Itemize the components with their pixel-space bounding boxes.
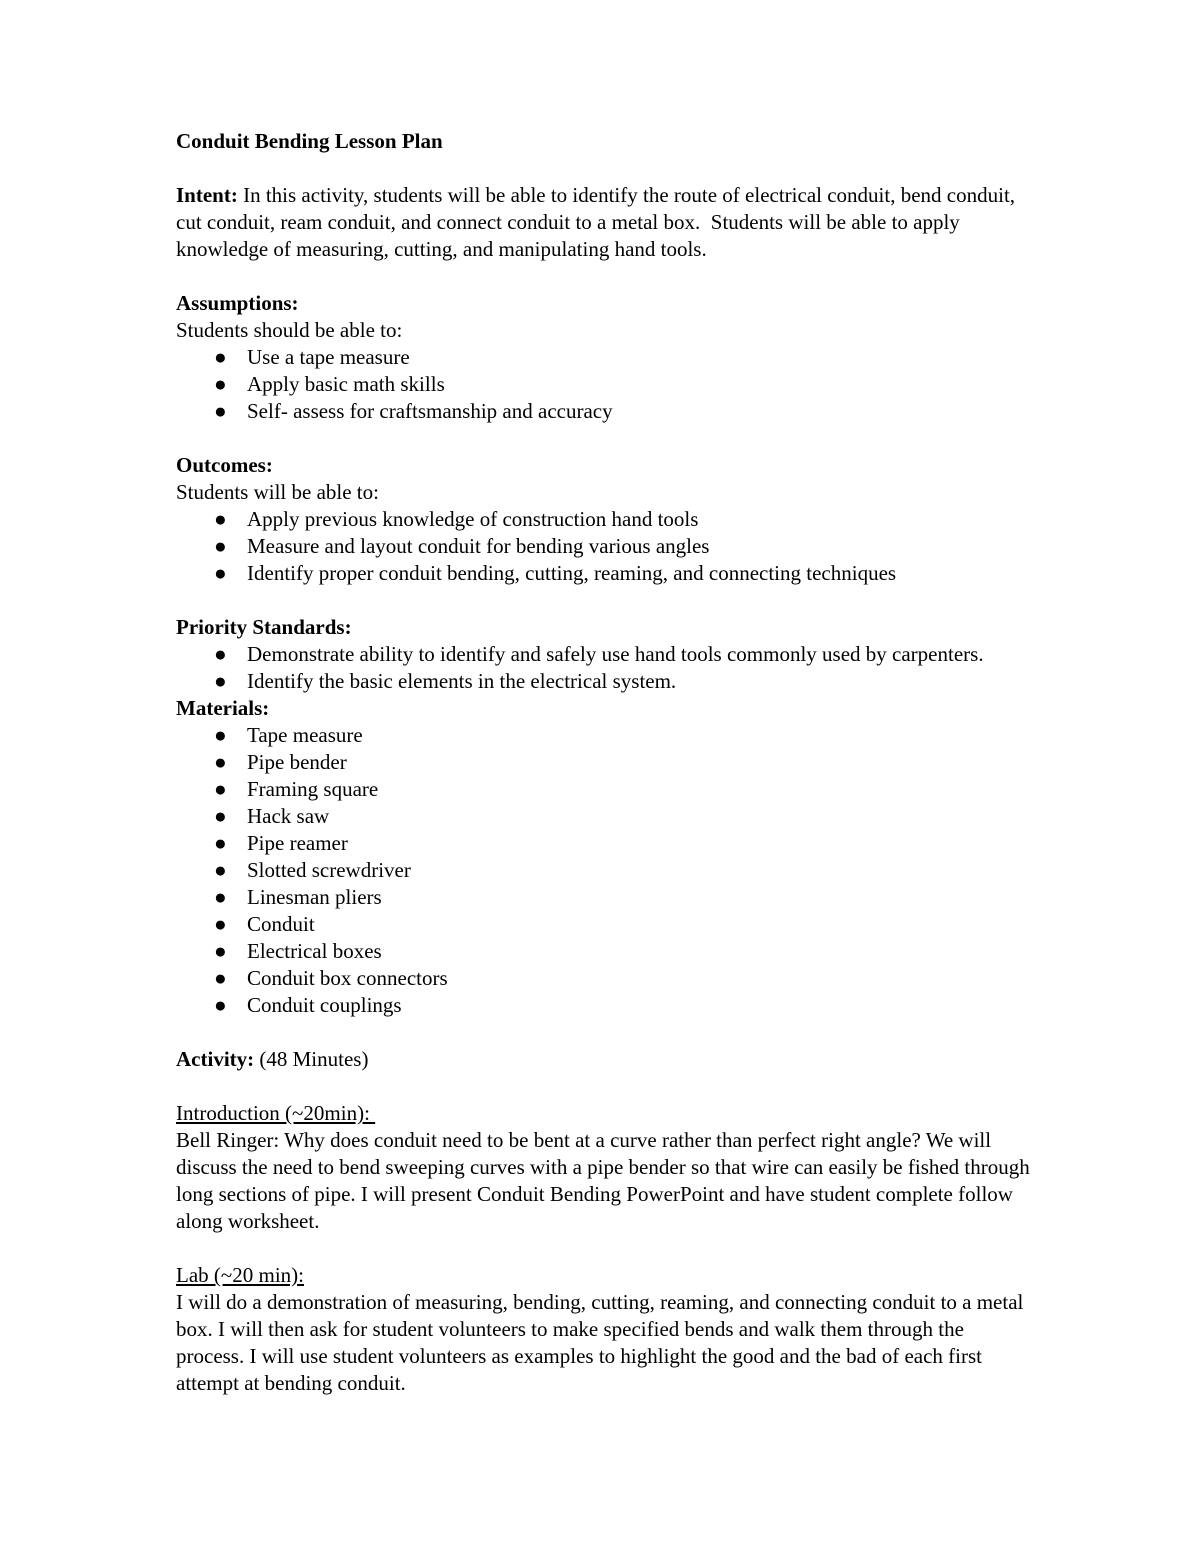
assumptions-lead: Students should be able to: — [176, 318, 403, 342]
priority-standards-list — [176, 641, 1036, 695]
introduction-heading: Introduction (~20min): — [176, 1101, 376, 1125]
intent-paragraph — [176, 182, 1036, 263]
list-item — [176, 560, 1036, 587]
list-item-text: Identify proper conduit bending, cutting, reaming, and connecting techniques — [247, 561, 897, 585]
list-item — [176, 722, 1036, 749]
intent-text: In this activity, students will be able to identify the route of electrical conduit, bend conduit, cut conduit, ream conduit, and connect conduit to a metal box. Students will be able to apply knowledge of measuring, cutting, and manipulating hand tools. — [176, 183, 1021, 261]
outcomes-lead: Students will be able to: — [176, 480, 379, 504]
spacer — [176, 263, 1036, 290]
bullet-icon: ● — [214, 966, 227, 990]
list-item — [176, 398, 1036, 425]
bullet-icon: ● — [214, 561, 227, 585]
list-item — [176, 884, 1036, 911]
list-item-text: Identify the basic elements in the electrical system. — [247, 669, 677, 693]
list-item-text: Apply previous knowledge of construction hand tools — [247, 507, 699, 531]
spacer — [176, 1073, 1036, 1100]
bullet-icon: ● — [214, 642, 227, 666]
bullet-icon: ● — [214, 885, 227, 909]
activity-line — [176, 1046, 1036, 1073]
list-item — [176, 344, 1036, 371]
document-page — [176, 128, 1036, 1397]
document-title: Conduit Bending Lesson Plan — [176, 129, 443, 153]
spacer — [176, 1019, 1036, 1046]
list-item-text: Self- assess for craftsmanship and accuracy — [247, 399, 613, 423]
list-item-text: Slotted screwdriver — [247, 858, 411, 882]
list-item — [176, 371, 1036, 398]
bullet-icon: ● — [214, 912, 227, 936]
bullet-icon: ● — [214, 507, 227, 531]
bullet-icon: ● — [214, 831, 227, 855]
bullet-icon: ● — [214, 804, 227, 828]
list-item — [176, 938, 1036, 965]
bullet-icon: ● — [214, 669, 227, 693]
list-item-text: Demonstrate ability to identify and safely use hand tools commonly used by carpenters. — [247, 642, 984, 666]
bullet-icon: ● — [214, 399, 227, 423]
lab-text: I will do a demonstration of measuring, bending, cutting, reaming, and connecting conduit to a metal box. I will then ask for student volunteers to make specified bends and walk them through the process. I will use student volunteers as examples to highlight the good and the bad of each first attempt at bending conduit. — [176, 1290, 1024, 1395]
bullet-icon: ● — [214, 372, 227, 396]
list-item — [176, 776, 1036, 803]
list-item — [176, 749, 1036, 776]
bullet-icon: ● — [214, 723, 227, 747]
list-item-text: Use a tape measure — [247, 345, 410, 369]
materials-list — [176, 722, 1036, 1019]
outcomes-list — [176, 506, 1036, 587]
priority-standards-heading: Priority Standards: — [176, 615, 352, 639]
bullet-icon: ● — [214, 750, 227, 774]
lab-heading: Lab (~20 min): — [176, 1263, 304, 1287]
bullet-icon: ● — [214, 777, 227, 801]
outcomes-heading: Outcomes: — [176, 453, 273, 477]
bullet-icon: ● — [214, 345, 227, 369]
list-item-text: Measure and layout conduit for bending various angles — [247, 534, 710, 558]
list-item-text: Tape measure — [247, 723, 363, 747]
materials-heading: Materials: — [176, 696, 270, 720]
introduction-text: Bell Ringer: Why does conduit need to be bent at a curve rather than perfect right angle? We will discuss the need to bend sweeping curves with a pipe bender so that wire can easily be fished through long sections of pipe. I will present Conduit Bending PowerPoint and have student complete follow along worksheet. — [176, 1128, 1030, 1233]
bullet-icon: ● — [214, 939, 227, 963]
list-item — [176, 830, 1036, 857]
spacer — [176, 155, 1036, 182]
list-item-text: Electrical boxes — [247, 939, 382, 963]
intent-label: Intent: — [176, 183, 238, 207]
list-item — [176, 506, 1036, 533]
list-item — [176, 911, 1036, 938]
list-item-text: Linesman pliers — [247, 885, 382, 909]
list-item-text: Pipe bender — [247, 750, 347, 774]
list-item-text: Pipe reamer — [247, 831, 348, 855]
assumptions-heading: Assumptions: — [176, 291, 299, 315]
list-item — [176, 803, 1036, 830]
list-item — [176, 992, 1036, 1019]
list-item — [176, 668, 1036, 695]
list-item-text: Apply basic math skills — [247, 372, 445, 396]
list-item-text: Conduit box connectors — [247, 966, 448, 990]
list-item-text: Framing square — [247, 777, 379, 801]
list-item — [176, 533, 1036, 560]
bullet-icon: ● — [214, 858, 227, 882]
list-item-text: Hack saw — [247, 804, 330, 828]
spacer — [176, 425, 1036, 452]
spacer — [176, 587, 1036, 614]
assumptions-list — [176, 344, 1036, 425]
list-item — [176, 965, 1036, 992]
list-item-text: Conduit — [247, 912, 315, 936]
bullet-icon: ● — [214, 993, 227, 1017]
list-item-text: Conduit couplings — [247, 993, 402, 1017]
bullet-icon: ● — [214, 534, 227, 558]
list-item — [176, 857, 1036, 884]
list-item — [176, 641, 1036, 668]
activity-duration: (48 Minutes) — [254, 1047, 369, 1071]
activity-label: Activity: — [176, 1047, 255, 1071]
spacer — [176, 1235, 1036, 1262]
